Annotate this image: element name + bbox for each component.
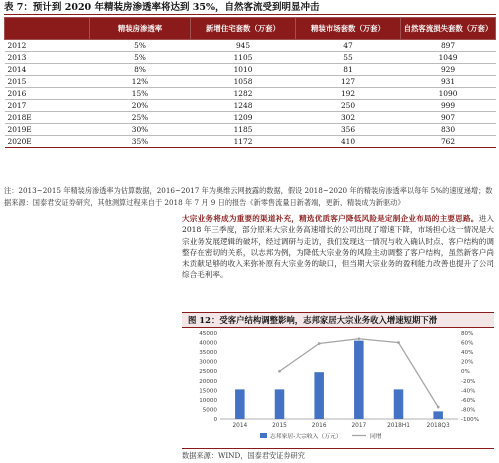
table-cell: 20% bbox=[90, 100, 191, 112]
table-row bbox=[5, 88, 496, 100]
table-row bbox=[5, 76, 496, 88]
table-cell: 1248 bbox=[191, 100, 296, 112]
table-cell: 302 bbox=[296, 112, 401, 124]
table-cell: 250 bbox=[296, 100, 401, 112]
table-cell: 12% bbox=[90, 76, 191, 88]
right-axis-tick-label: 60% bbox=[461, 340, 474, 347]
table-cell: 907 bbox=[401, 112, 496, 124]
header-fitted-units: 精装市场套数（万套） bbox=[296, 18, 401, 40]
table-cell: 945 bbox=[191, 40, 296, 52]
table-cell: 127 bbox=[296, 76, 401, 88]
revenue-bar bbox=[433, 411, 443, 419]
table-cell: 1105 bbox=[191, 52, 296, 64]
table-cell: 1185 bbox=[191, 124, 296, 136]
table-cell: 81 bbox=[296, 64, 401, 76]
table-cell: 897 bbox=[401, 40, 496, 52]
table-row bbox=[5, 64, 496, 76]
right-axis-tick-label: -100% bbox=[461, 417, 480, 423]
right-axis-tick-label: -80% bbox=[461, 407, 476, 414]
header-new-units: 新增住宅套数（万套） bbox=[191, 18, 296, 40]
table-cell: 2017 bbox=[5, 100, 90, 112]
left-axis-tick-label: 15000 bbox=[199, 388, 217, 395]
table-row bbox=[5, 52, 496, 64]
table-cell: 1058 bbox=[191, 76, 296, 88]
table-row bbox=[5, 136, 496, 148]
title-rule bbox=[4, 14, 496, 15]
right-axis-tick-label: -20% bbox=[461, 378, 476, 385]
left-axis-tick-label: 40000 bbox=[199, 340, 217, 347]
table-row bbox=[5, 40, 496, 52]
table-cell: 55 bbox=[296, 52, 401, 64]
header-penetration: 精装房渗透率 bbox=[90, 18, 191, 40]
revenue-bar bbox=[235, 389, 245, 419]
table-cell: 2020E bbox=[5, 136, 90, 148]
table-row bbox=[5, 124, 496, 136]
table-cell: 30% bbox=[90, 124, 191, 136]
legend-bar-swatch bbox=[260, 433, 267, 438]
table-cell: 1090 bbox=[401, 88, 496, 100]
table-cell: 1209 bbox=[191, 112, 296, 124]
table-note: 注：2013~2015 年精装房渗透率为估算数据，2016~2017 年为奥维云网披露的数据，假设 2018~2020 年的精装房渗透率以每年 5%的速度递增；数据来源：国泰君安证券研究，其他测算过程来自于 2018 年 7 月 9 日的报告《新零售流量日新著端，更新、精装成为新驱动》 bbox=[4, 186, 493, 207]
x-axis-tick-label: 2016 bbox=[311, 423, 327, 429]
figure-title bbox=[182, 312, 494, 328]
table-cell: 2014 bbox=[5, 64, 90, 76]
paragraph-lead: 大宗业务将成为重要的渠道补充，精选优质客户降低风险是定制企业布局的主要思路。 bbox=[182, 214, 479, 223]
table-cell: 2015 bbox=[5, 76, 90, 88]
revenue-bar bbox=[275, 389, 285, 419]
table-cell: 1010 bbox=[191, 64, 296, 76]
growth-point bbox=[437, 406, 440, 409]
table-cell: 762 bbox=[401, 136, 496, 148]
figure-title-text: 图 12：受客户结构调整影响，志邦家居大宗业务收入增速短期下滑 bbox=[188, 315, 438, 325]
legend-line-label: 同增 bbox=[370, 434, 382, 440]
table-cell: 2013 bbox=[5, 52, 90, 64]
table-body bbox=[5, 40, 496, 148]
table-cell: 1282 bbox=[191, 88, 296, 100]
table-cell: 2019E bbox=[5, 124, 90, 136]
right-axis-tick-label: -40% bbox=[461, 388, 476, 395]
growth-point bbox=[278, 370, 281, 373]
table-cell: 47 bbox=[296, 40, 401, 52]
table-cell: 15% bbox=[90, 88, 191, 100]
left-axis-tick-label: 0 bbox=[213, 417, 217, 423]
right-axis-tick-label: 40% bbox=[461, 350, 474, 357]
left-axis-tick-label: 30000 bbox=[199, 359, 217, 366]
table-cell: 999 bbox=[401, 100, 496, 112]
table-cell: 35% bbox=[90, 136, 191, 148]
penetration-table bbox=[4, 17, 496, 148]
revenue-bar bbox=[314, 372, 324, 419]
revenue-growth-chart bbox=[182, 327, 494, 447]
header-lost-units: 自然客流损失套数（万套） bbox=[401, 18, 496, 40]
growth-point bbox=[397, 341, 400, 344]
figure-source: 数据来源：WIND，国泰君安证券研究 bbox=[182, 448, 494, 462]
table-cell: 410 bbox=[296, 136, 401, 148]
growth-point bbox=[318, 342, 321, 345]
chart-container bbox=[182, 327, 494, 447]
revenue-bar bbox=[354, 341, 364, 419]
table-row bbox=[5, 100, 496, 112]
x-axis-tick-label: 2018Q3 bbox=[426, 423, 450, 429]
table-cell: 5% bbox=[90, 52, 191, 64]
x-axis-tick-label: 2015 bbox=[272, 423, 287, 429]
table-cell: 192 bbox=[296, 88, 401, 100]
left-axis-tick-label: 25000 bbox=[199, 369, 217, 376]
table-cell: 929 bbox=[401, 64, 496, 76]
table-cell: 2012 bbox=[5, 40, 90, 52]
left-axis-tick-label: 45000 bbox=[199, 331, 217, 337]
right-axis-tick-label: -60% bbox=[461, 397, 476, 404]
table-title bbox=[4, 0, 496, 15]
growth-point bbox=[357, 337, 360, 340]
table-cell: 356 bbox=[296, 124, 401, 136]
right-axis-tick-label: 0% bbox=[461, 369, 470, 376]
x-axis-tick-label: 2018H1 bbox=[387, 423, 410, 429]
table-cell: 1049 bbox=[401, 52, 496, 64]
body-paragraph bbox=[182, 213, 494, 281]
right-axis-tick-label: 80% bbox=[461, 331, 474, 337]
table-cell: 5% bbox=[90, 40, 191, 52]
table-cell: 1172 bbox=[191, 136, 296, 148]
table-header-row bbox=[5, 18, 496, 40]
paragraph-body: 进入 2018 年三季度，部分原来大宗业务高速增长的公司出现了增速下降，市场担心这一情况是大宗业务发展逻辑的破坏，经过调研与走访，我们发现这一情况与收入确认时点、客户结构的调整存在密切的关系，以志邦为例，为降低大宗业务的风险主动调整了客户结构，虽然新客户尚未贡献足够的收入来弥补原有大宗业务的缺口，但当期大宗业务的盈利能力改善也提升了公司综合毛利率。 bbox=[182, 214, 495, 280]
table-cell: 830 bbox=[401, 124, 496, 136]
left-axis-tick-label: 20000 bbox=[199, 378, 217, 385]
left-axis-tick-label: 10000 bbox=[199, 397, 217, 404]
table-cell: 25% bbox=[90, 112, 191, 124]
table-row bbox=[5, 112, 496, 124]
x-axis-tick-label: 2017 bbox=[351, 423, 367, 429]
header-year bbox=[5, 18, 90, 40]
right-axis-tick-label: 20% bbox=[461, 359, 474, 366]
table-cell: 931 bbox=[401, 76, 496, 88]
left-axis-tick-label: 5000 bbox=[202, 407, 217, 414]
revenue-bar bbox=[394, 389, 404, 419]
left-axis-tick-label: 35000 bbox=[199, 350, 217, 357]
table-cell: 2018E bbox=[5, 112, 90, 124]
x-axis-tick-label: 2014 bbox=[232, 423, 248, 429]
table-title-text: 表 7：预计到 2020 年精装房渗透率将达到 35%，自然客流受到明显冲击 bbox=[4, 2, 320, 13]
table-cell: 8% bbox=[90, 64, 191, 76]
legend-bar-label: 志邦家居-大宗收入（万元） bbox=[270, 434, 342, 440]
table-cell: 2016 bbox=[5, 88, 90, 100]
